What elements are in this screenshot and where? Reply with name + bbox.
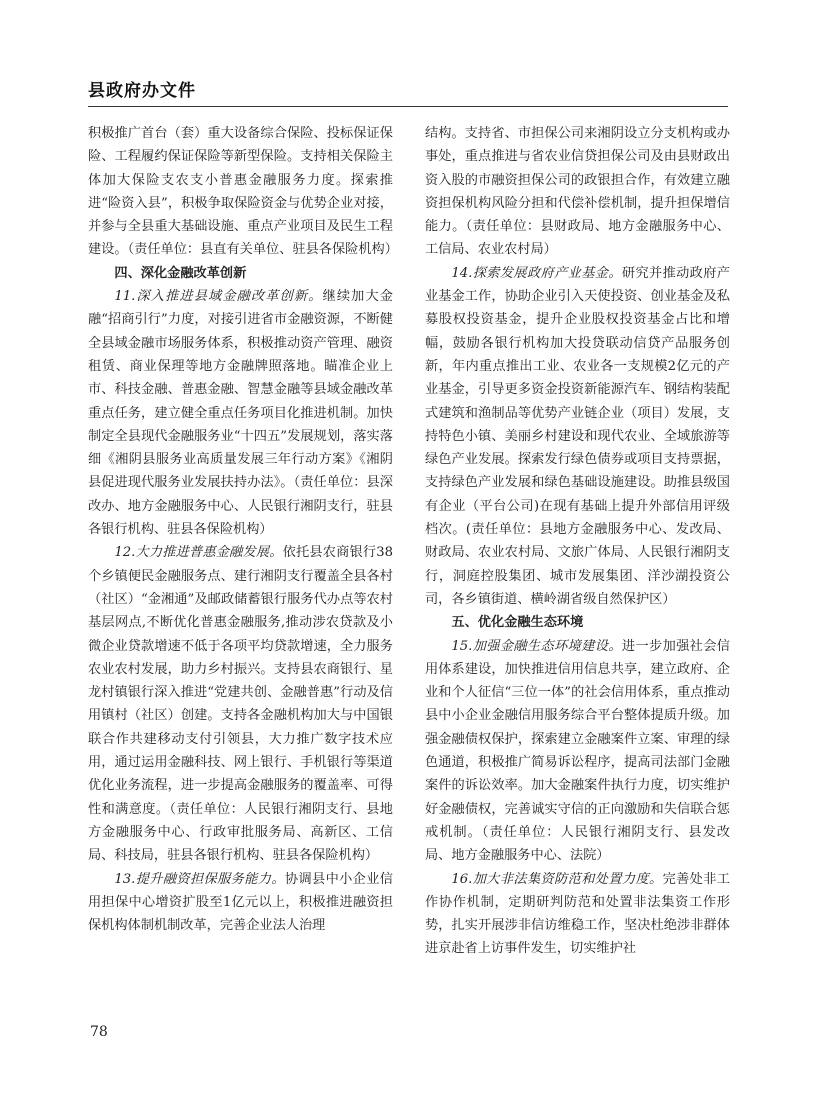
header-divider <box>88 106 728 107</box>
item-12-title: 12.大力推进普惠金融发展。 <box>114 545 283 561</box>
left-column <box>88 122 398 937</box>
paragraph-14 <box>425 262 730 611</box>
item-12-body: 依托县农商银行38个乡镇便民金融服务点、建行湘阴支行覆盖全县各村（社区）“金湘通”及邮政储蓄银行服务代办点等农村基层网点,不断优化普惠金融服务,推动涉农贷款及小微企业贷款增速不低于各项平均贷款增速，全力服务农业农村发展，助力乡村振兴。支持县农商银行、星龙村镇银行深入推进“党建共创、金融普惠”行动及信用镇村（社区）创建。支持各金融机构加大与中国银联合作共建移动支付引领县，大力推广数字技术应用，通过运用金融科技、网上银行、手机银行等渠道优化业务流程，进一步提高金融服务的覆盖率、可得性和满意度。（责任单位：人民银行湘阴支行、县地方金融服务中心、行政审批服务局、高新区、工信局、科技局，驻县各银行机构、驻县各保险机构） <box>88 545 393 864</box>
paragraph-13-continued: 结构。支持省、市担保公司来湘阴设立分支机构或办事处，重点推进与省农业信贷担保公司及由县财政出资入股的市融资担保公司的政银担合作，有效建立融资担保机构风险分担和代偿补偿机制，提升担保增信能力。（责任单位：县财政局、地方金融服务中心、工信局、农业农村局） <box>425 126 730 258</box>
right-column <box>425 122 730 961</box>
paragraph-insurance: 积极推广首台（套）重大设备综合保险、投标保证保险、工程履约保证保险等新型保险。支持相关保险主体加大保险支农支小普惠金融服务力度。探索推进“险资入县”，积极争取保险资金与优势企业对接，并参与全县重大基础设施、重点产业项目及民生工程建设。（责任单位：县直有关单位、驻县各保险机构） <box>88 126 398 258</box>
paragraph-11 <box>88 285 393 541</box>
item-15-body: 进一步加强社会信用体系建设，加快推进信用信息共享，建立政府、企业和个人征信“三位一体”的社会信用体系，重点推动县中小企业金融信用服务综合平台整体提质升级。加强金融债权保护，探索建立金融案件立案、审理的绿色通道，积极推广简易诉讼程序，提高司法部门金融案件的诉讼效率。加大金融案件执行力度，切实维护好金融债权，完善诚实守信的正向激励和失信联合惩戒机制。（责任单位：人民银行湘阴支行、县发改局、地方金融服务中心、法院） <box>425 638 730 864</box>
item-15-title: 15.加强金融生态环境建设。 <box>451 638 622 654</box>
paragraph-15 <box>425 635 730 868</box>
paragraph-13 <box>88 868 393 938</box>
item-16-title: 16.加大非法集资防范和处置力度。 <box>451 871 663 887</box>
item-11-title: 11.深入推进县域金融改革创新。 <box>114 289 323 305</box>
item-13-title: 13.提升融资担保服务能力。 <box>114 871 285 887</box>
paragraph-12 <box>88 541 393 867</box>
paragraph-16 <box>425 868 730 961</box>
item-11-body: 继续加大金融“招商引行”力度，对接引进省市金融资源，不断健全县域金融市场服务体系，积极推动资产管理、融资租赁、商业保理等地方金融牌照落地。瞄准企业上市、科技金融、普惠金融、智慧金融等县域金融改革重点任务，建立健全重点任务项目化推进机制。加快制定全县现代金融服务业“十四五”发展规划，落实落细《湘阴县服务业高质量发展三年行动方案》《湘阴县促进现代服务业发展扶持办法》。（责任单位：县深改办、地方金融服务中心、人民银行湘阴支行，驻县各银行机构、驻县各保险机构） <box>88 289 393 538</box>
item-13-body: 协调县中小企业信用担保中心增资扩股至1亿元以上，积极推进融资担保机构体制机制改革，完善企业法人治理 <box>88 871 393 934</box>
page-header-title: 县政府办文件 <box>88 81 196 101</box>
item-14-body: 研究并推动政府产业基金工作，协助企业引入天使投资、创业基金及私募股权投资基金，提升企业股权投资基金占比和增幅，鼓励各银行机构加大投贷联动信贷产品服务创新，年内重点推出工业、农业各一支规模2亿元的产业基金，引导更多资金投资新能源汽车、钢结构装配式建筑和渔制品等优势产业链企业（项目）发展，支持特色小镇、美丽乡村建设和现代农业、全域旅游等绿色产业发展。探索发行绿色债券或项目支持票据，支持绿色产业发展和绿色基础设施建设。助推县级国有企业（平台公司)在现有基础上提升外部信用评级档次。(责任单位：县地方金融服务中心、发改局、财政局、农业农村局、文旅广体局、人民银行湘阴支行，洞庭控股集团、城市发展集团、洋沙湖投资公司，各乡镇街道、横岭湖省级自然保护区） <box>425 265 730 607</box>
section-heading-4: 四、深化金融改革创新 <box>114 265 247 281</box>
item-14-title: 14.探索发展政府产业基金。 <box>451 265 622 281</box>
page-number: 78 <box>90 1024 108 1040</box>
section-heading-5: 五、优化金融生态环境 <box>451 615 584 631</box>
item-16-body: 完善处非工作协作机制，定期研判防范和处置非法集资工作形势，扎实开展涉非信访维稳工作，坚决杜绝涉非群体进京赴省上访事件发生，切实维护社 <box>425 871 730 957</box>
